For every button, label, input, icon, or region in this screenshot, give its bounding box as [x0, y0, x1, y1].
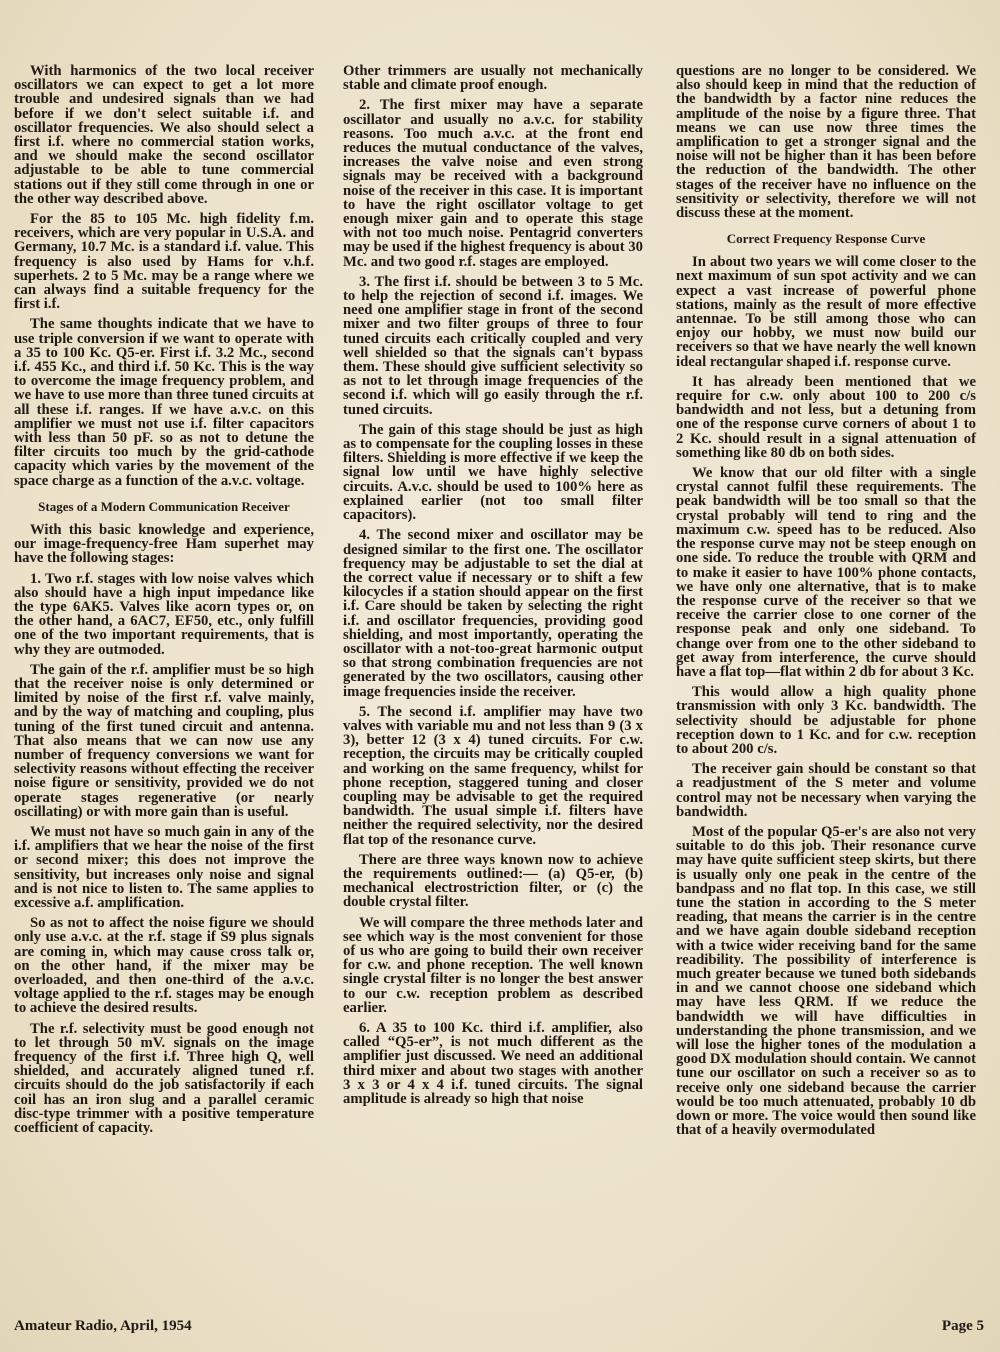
- paragraph: 2. The first mixer may have a separate oscillator and usually no a.v.c. for stability reasons. Too much a.v.c. at the front end reduces the mutual conductance of the valves, increases the valve noise and even strong signals may be received with a background noise of the receiver in this case. It is important to have the right oscillator voltage to get enough mixer gain and to operate this stage with not too much noise. Pentagrid converters may be used if the highest frequency is about 30 Mc. and two good r.f. stages are employed.: [343, 97, 643, 270]
- paragraph: 1. Two r.f. stages with low noise valves which also should have a high input impedance like the type 6AK5. Valves like acorn types or, on the other hand, a 6AC7, EF50, etc., only fulfill one of the two important requirements, that is why they are outmoded.: [14, 570, 314, 658]
- section-heading: Correct Frequency Response Curve: [726, 231, 926, 247]
- paragraph: We must not have so much gain in any of the i.f. amplifiers that we hear the noise of the first or second mixer; this does not improve the sensitivity, but increases only noise and signal and is not nice to listen to. The same applies to excessive a.f. amplification.: [14, 823, 314, 911]
- paragraph: There are three ways known now to achieve the requirements outlined:— (a) Q5-er, (b) mechanical electrostriction filter, or (c) the double crystal filter.: [343, 851, 643, 911]
- paragraph: We will compare the three methods later and see which way is the most convenient for those of us who are going to build their own receiver for c.w. and phone reception. The well known single crystal filter is no longer the best answer to our c.w. reception problem as described earlier.: [343, 914, 643, 1016]
- paragraph: It has already been mentioned that we require for c.w. only about 100 to 200 c/s bandwidth and not less, but a detuning from one of the response curve corners of about 1 to 2 Kc. should result in a signal attenuation of something like 80 db on both sides.: [676, 373, 976, 461]
- paragraph: 5. The second i.f. amplifier may have two valves with variable mu and not less than 9 (3 x 3), better 12 (3 x 4) tuned circuits. For c.w. reception, the circuits may be critically coupled and working on the same frequency, whilst for phone reception, staggered tuning and closer coupling may be advisable to get the required bandwidth. The usual simple i.f. filters have neither the required selectivity, nor the desired flat top of the resonance curve.: [343, 703, 643, 848]
- paragraph: So as not to affect the noise figure we should only use a.v.c. at the r.f. stage if S9 plus signals are coming in, which may cause cross talk or, on the other hand, if the mixer may be overloaded, and then one-third of the a.v.c. voltage applied to the r.f. stages may be enough to achieve the desired results.: [14, 915, 314, 1017]
- paragraph: The receiver gain should be constant so that a readjustment of the S meter and volume control may not be necessary when varying the bandwidth.: [676, 761, 976, 820]
- paragraph: Other trimmers are usually not mechanically stable and climate proof enough.: [343, 63, 643, 94]
- paragraph: This would allow a high quality phone transmission with only 3 Kc. bandwidth. The selectivity should be adjustable for phone reception down to 1 Kc. and for c.w. reception to about 200 c/s.: [676, 684, 976, 757]
- paragraph: With this basic knowledge and experience, our image-frequency-free Ham superhet may have the following stages:: [14, 521, 314, 567]
- text-column-2: [343, 64, 643, 1112]
- text-column-1: [14, 64, 314, 1141]
- paragraph: 6. A 35 to 100 Kc. third i.f. amplifier, also called “Q5-er”, is not much different as the amplifier just discussed. We need an additional third mixer and about two stages with another 3 x 3 or 4 x 4 i.f. tuned circuits. The signal amplitude is already so high that noise: [343, 1020, 643, 1108]
- section-heading: Stages of a Modern Communication Receiver: [38, 498, 290, 514]
- paragraph: 4. The second mixer and oscillator may be designed similar to the first one. The oscillator frequency may be adjustable to set the dial at the correct value if necessary or to shift a few kilocycles if a station should appear on the first i.f. Care should be taken by selecting the right i.f. and oscillator frequencies, providing good shielding, and most importantly, operating the oscillator with a not-too-great harmonic output so that strong combination frequencies are not generated by the two oscillators, causing other image frequencies inside the receiver.: [343, 527, 643, 700]
- paragraph: With harmonics of the two local receiver oscillators we can expect to get a lot more trouble and undesired signals than we had before if we don't select suitable i.f. and oscillator frequencies. We also should select a first i.f. where no commercial station works, and we should make the second oscillator adjustable to be able to tune commercial stations out if they still come through in one or the other way described above.: [14, 63, 314, 207]
- paragraph: In about two years we will come closer to the next maximum of sun spot activity and we can expect a vast increase of powerful phone stations, mainly as the result of more effective antennae. To be still among those who can enjoy our hobby, we must now build our receivers so that we have nearly the well known ideal rectangular shaped i.f. response curve.: [676, 254, 976, 370]
- paragraph: We know that our old filter with a single crystal cannot fulfil these requirements. The peak bandwidth will be too small so that the crystal probably will tend to ring and the maximum c.w. speed has to be reduced. Also the response curve may not be steep enough on one side. To reduce the trouble with QRM and to make it easier to have 100% phone contacts, we have only one alternative, that is to make the response curve of the receiver so that we receive the carrier close to one corner of the response peak and only one sideband. To change over from one to the other sideband to get away from interference, the curve should have a flat top—flat within 2 db for about 3 Kc.: [676, 465, 976, 680]
- paragraph: The gain of this stage should be just as high as to compensate for the coupling losses in these filters. Shielding is more effective if we keep the signal low until we have highly selective circuits. A.v.c. should be used to 100% here as explained earlier (not too small filter capacitors).: [343, 421, 643, 524]
- footer-publication: Amateur Radio, April, 1954: [14, 1318, 192, 1334]
- paragraph: The gain of the r.f. amplifier must be so high that the receiver noise is only determined or limited by noise of the first r.f. valve mainly, and by the way of matching and coupling, plus tuning of the first tuned circuit and antenna. That also means that we can now use any number of frequency conversions we want for selectivity reasons without effecting the receiver noise figure or sensitivity, provided we do not operate stages regenerative (or nearly oscillating) or with more gain than is useful.: [14, 661, 314, 820]
- paragraph: The same thoughts indicate that we have to use triple conversion if we want to operate with a 35 to 100 Kc. Q5-er. First i.f. 3.2 Mc., second i.f. 455 Kc., and third i.f. 50 Kc. This is the way to overcome the image frequency problem, and we have to use more than three tuned circuits at all these i.f. ranges. If we have a.v.c. on this amplifier we must not use i.f. filter capacitors with less than 50 pF. so as not to detune the filter circuits too much by the grid-cathode capacity which varies by the movement of the space charge as a function of the a.v.c. voltage.: [14, 316, 314, 489]
- footer-page-number: Page 5: [941, 1318, 984, 1334]
- paragraph: For the 85 to 105 Mc. high fidelity f.m. receivers, which are very popular in U.S.A. and Germany, 10.7 Mc. is a standard i.f. value. This frequency is also used by Hams for v.h.f. superhets. 2 to 5 Mc. may be a range where we can always find a suitable frequency for the first i.f.: [14, 211, 314, 313]
- paragraph: questions are no longer to be considered. We also should keep in mind that the reduction of the bandwidth by a factor nine reduces the amplitude of the noise by a figure three. That means we can use now three times the amplification to get a stronger signal and the noise will not be higher than it has been before the reduction of the bandwidth. The other stages of the receiver have no influence on the sensitivity or selectivity, therefore we will not discuss these at the moment.: [676, 63, 976, 222]
- text-column-3: [676, 64, 976, 1143]
- paragraph: The r.f. selectivity must be good enough not to let through 50 mV. signals on the image frequency of the first i.f. Three high Q, well shielded, and accurately aligned tuned r.f. circuits should do the job satisfactorily if each coil has an iron slug and a parallel ceramic disc-type trimmer with a positive temperature coefficient of capacity.: [14, 1020, 314, 1137]
- paragraph: 3. The first i.f. should be between 3 to 5 Mc. to help the rejection of second i.f. images. We need one amplifier stage in front of the second mixer and two filter groups of three to four tuned circuits each critically coupled and very well shielded so that the signals can't bypass them. These should give sufficient selectivity so as not to let through image frequencies of the second i.f. which will go easily through the r.f. tuned circuits.: [343, 273, 643, 418]
- paragraph: Most of the popular Q5-er's are also not very suitable to do this job. Their resonance curve may have quite sufficient steep skirts, but there is usually only one peak in the centre of the bandpass and no flat top. In this case, we still tune the station in according to the S meter reading, that means the carrier is in the centre and we have again double sideband reception with a twice wider receiving band for the same readibility. The possibility of interference is much greater because we tuned both sidebands in and we cannot choose one sideband which may have less QRM. If we reduce the bandwidth we will have difficulties in understanding the phone transmission, and we will lose the higher tones of the modulation a good DX modulation should contain. We cannot tune our oscillator on such a receiver so as to receive only one sideband because the carrier would be too much attenuated, probably 10 db down or more. The voice would then sound like that of a heavily overmodulated: [676, 823, 976, 1139]
